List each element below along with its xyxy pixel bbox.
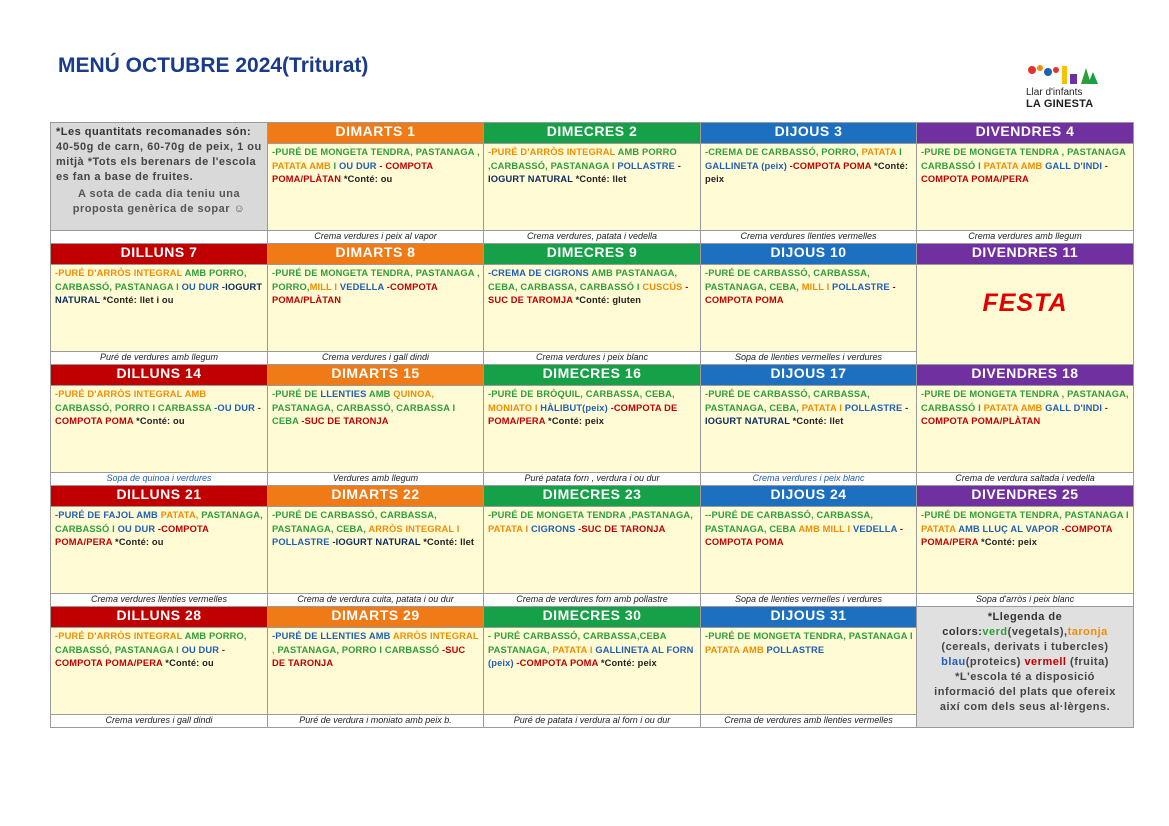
day-header-label: DIJOUS 10 <box>770 244 847 260</box>
menu-text-segment: -IOGURT NATURAL <box>488 160 681 185</box>
menu-text-segment: AMB LLUÇ AL VAPOR <box>955 523 1059 534</box>
day-menu-cell <box>701 144 917 231</box>
menu-text-segment: PATATA AMB <box>983 402 1043 413</box>
menu-text-segment: *Conté: peix <box>598 658 657 669</box>
day-header-label: DIJOUS 24 <box>770 486 847 502</box>
menu-text-segment: OU DUR <box>117 523 156 534</box>
menu-text <box>701 386 916 429</box>
day-header <box>701 244 917 265</box>
menu-text-segment: - PURÉ CARBASSÓ, CARBASSA,CEBA PASTANAGA, <box>488 631 667 655</box>
menu-text-segment: -PURE DE MONGETA TENDRA , PASTANAGA, CARBASSÓ I <box>921 389 1129 413</box>
menu-text-segment: AMB MILL I <box>798 523 851 534</box>
dinner-proposal-note: A sota de cada dia teniu una proposta genèrica de sopar ☺ <box>72 188 246 215</box>
menu-text-segment: -IOGURT NATURAL <box>55 281 263 306</box>
menu-text-segment: -SUC DE TARONJA <box>575 523 666 534</box>
menu-text-segment: CUSCÚS <box>642 281 683 292</box>
day-menu-cell <box>701 628 917 715</box>
menu-text-segment: MONIATO I <box>488 402 538 413</box>
day-header <box>51 607 268 628</box>
menu-text-segment: OU DUR <box>339 160 377 171</box>
dinner-suggestion: Crema verdures i gall dindi <box>51 715 268 728</box>
day-header <box>268 244 484 265</box>
day-header-label: DIVENDRES 25 <box>971 486 1079 502</box>
dinner-suggestion: Puré de patata i verdura al forn i ou dur <box>484 715 701 728</box>
menu-text-segment: PASTANAGA, CARBASSÓ I <box>55 510 263 534</box>
menu-text-segment: VEDELLA <box>337 281 384 292</box>
dinner-row <box>51 231 1134 244</box>
quantities-note-text: 40-50g de carn, 60-70g de peix, 1 ou mitjà *Tots els berenars de l'escola es fan a base de fruites. <box>56 141 262 183</box>
menu-text-segment: -PURÉ DE BRÒQUIL, CARBASSA, CEBA, <box>488 389 675 399</box>
dinner-suggestion: Verdures amb llegum <box>268 473 484 486</box>
menu-text-segment: VEDELLA <box>850 523 898 534</box>
dinner-suggestion: Sopa de quinoa i verdures <box>51 473 268 486</box>
menu-text-segment: - COMPOTA POMA/PLÀTAN <box>921 402 1109 427</box>
dinner-suggestion: Sopa de llenties vermelles i verdures <box>701 352 917 365</box>
day-menu-cell <box>701 265 917 352</box>
day-header-label: DIMARTS 22 <box>331 486 420 502</box>
logo <box>1026 62 1106 112</box>
day-header <box>701 486 917 507</box>
menu-text-segment: -COMPOTA POMA <box>786 160 872 171</box>
day-menu-cell <box>51 265 268 352</box>
day-header-label: DIVENDRES 4 <box>975 123 1075 139</box>
menu-text-segment: AMB <box>366 389 394 399</box>
dinner-suggestion: Puré patata forn , verdura i ou dur <box>484 473 701 486</box>
dinner-suggestion: Crema verdures llenties vermelles <box>51 594 268 607</box>
menu-text-segment: - SUC DE TAROMJA <box>488 281 689 306</box>
menu-text-segment: -PURÉ D'ARRÒS INTEGRAL AMB <box>55 389 207 399</box>
menu-text-segment: OU DUR <box>181 644 220 655</box>
menu-text-segment: -PURÉ D'ARRÒS INTEGRAL <box>55 268 183 278</box>
day-header-label: DIMARTS 8 <box>335 244 416 260</box>
day-menu-cell <box>268 265 484 352</box>
menu-text-segment: -PURE DE MONGETA TENDRA , PASTANAGA CARBASSÓ I <box>921 147 1126 171</box>
menu-text-segment: *Conté: peix <box>705 160 909 185</box>
day-header-label: DIMARTS 29 <box>331 607 420 623</box>
menu-text-segment: - COMPOTA POMA/PERA <box>55 644 226 669</box>
menu-text-segment: AMB PORRO, CARBASSÓ, PASTANAGA I <box>55 631 247 655</box>
legend-vermell-desc: (fruita) <box>1066 656 1109 668</box>
menu-text-segment: HÀLIBUT(peix) <box>537 402 608 413</box>
week-header-row <box>51 607 1134 628</box>
menu-text <box>484 628 700 671</box>
menu-text <box>484 144 700 187</box>
week-header-row <box>51 244 1134 265</box>
day-header-label: DIJOUS 17 <box>770 365 847 381</box>
day-header <box>51 123 268 231</box>
logo-icon <box>1026 62 1106 86</box>
dinner-suggestion: Sopa d'arròs i peix blanc <box>917 594 1134 607</box>
legend-blau: blau <box>941 656 966 668</box>
week-body-row <box>51 507 1134 594</box>
day-header <box>268 123 484 144</box>
menu-text-segment: -PURÉ DE MONGETA TENDRA ,PASTANAGA, <box>488 510 693 520</box>
dinner-suggestion: Crema verdures amb llegum <box>917 231 1134 244</box>
day-header <box>268 486 484 507</box>
menu-text-segment: PATATA AMB <box>983 160 1043 171</box>
week-header-row <box>51 123 1134 144</box>
menu-text-segment: POLLASTRE <box>763 644 825 655</box>
day-menu-cell <box>51 628 268 715</box>
menu-text-segment: CIGRONS <box>528 523 576 534</box>
menu-text-segment: POLLASTRE <box>617 160 675 171</box>
week-header-row <box>51 486 1134 507</box>
menu-text <box>484 265 700 308</box>
day-header <box>268 365 484 386</box>
menu-text <box>701 265 916 308</box>
menu-text-segment: *Conté: peix <box>978 537 1038 548</box>
menu-text-segment: -PURÉ D'ARRÒS INTEGRAL <box>55 631 183 641</box>
day-menu-cell <box>917 386 1134 473</box>
day-menu-cell <box>268 628 484 715</box>
day-menu-cell <box>701 386 917 473</box>
dinner-suggestion: Crema verdures i peix blanc <box>484 352 701 365</box>
legend-taronja: taronja <box>1067 626 1108 638</box>
menu-text-segment: -COMPOTA POMA <box>55 402 261 427</box>
week-header-row <box>51 365 1134 386</box>
menu-text-segment: -COMPOTA POMA <box>705 281 896 306</box>
day-header <box>917 365 1134 386</box>
day-menu-cell <box>268 144 484 231</box>
day-header-label: DILLUNS 7 <box>120 244 198 260</box>
menu-text-segment: -PURÉ D'ARRÒS INTEGRAL <box>488 147 616 157</box>
menu-text-segment: -PURÉ DE LLENTIES AMB <box>272 631 391 641</box>
menu-text-segment: LLENTIES <box>320 389 367 399</box>
dinner-suggestion: Crema de verdures forn amb pollastre <box>484 594 701 607</box>
menu-text-segment: *Conté: llet <box>789 416 844 427</box>
menu-text <box>268 386 483 429</box>
menu-text-segment: AMB PORRO, CARBASSÓ, PASTANAGA I <box>55 268 247 292</box>
dinner-suggestion: Crema de verdura saltada i vedella <box>917 473 1134 486</box>
menu-text-segment: PATATA AMB <box>272 160 331 171</box>
day-header <box>701 607 917 628</box>
dinner-suggestion: Crema verdures llenties vermelles <box>701 231 917 244</box>
day-header <box>484 123 701 144</box>
menu-text-segment: *Conté: llet <box>572 174 627 185</box>
menu-text-segment: --PURÉ DE CARBASSÓ, CARBASSA, PASTANAGA, CEBA <box>705 510 874 534</box>
menu-text-segment: POLLASTRE <box>272 537 330 548</box>
menu-text-segment: -COMPOTA POMA <box>705 523 904 548</box>
day-menu-cell <box>484 507 701 594</box>
day-header <box>917 244 1134 265</box>
day-menu-cell <box>701 507 917 594</box>
holiday-label: FESTA <box>982 289 1068 317</box>
menu-text-segment: *Conté: llet i ou <box>100 295 174 306</box>
menu-text-segment: GALLINETA AL FORN (peix) <box>488 644 694 669</box>
menu-text <box>51 386 267 429</box>
menu-text-segment: I <box>330 160 340 171</box>
day-header-label: DILLUNS 21 <box>116 486 202 502</box>
menu-text-segment: PASTANAGA, PORRO I CARBASSÓ <box>274 644 440 655</box>
day-header-label: DIMARTS 15 <box>331 365 420 381</box>
menu-text-segment: -SUC DE TARONJA <box>298 416 389 427</box>
menu-text-segment: PASTANAGA, CARBASSÓ, CARBASSA I CEBA <box>272 402 456 427</box>
menu-text-segment: MILL I <box>309 281 338 292</box>
dinner-suggestion: Puré de verdures amb llegum <box>51 352 268 365</box>
menu-text-segment: -PURÉ DE MONGETA TENDRA, PASTANAGA I <box>705 631 913 641</box>
menu-text <box>268 507 483 550</box>
dinner-suggestion: Crema de verdura cuita, patata i ou dur <box>268 594 484 607</box>
day-header <box>268 607 484 628</box>
menu-text-segment: PATATA I <box>801 402 843 413</box>
dinner-suggestion: Crema de verdures amb llenties vermelles <box>701 715 917 728</box>
week-body-row <box>51 386 1134 473</box>
menu-table <box>50 122 1134 728</box>
menu-text-segment: ARRÒS INTEGRAL , <box>272 631 479 655</box>
day-menu-cell <box>51 386 268 473</box>
day-header-label: DIMECRES 2 <box>546 123 638 139</box>
menu-text-segment: -IOGURT NATURAL <box>329 537 421 548</box>
day-menu-cell <box>917 144 1134 231</box>
menu-text-segment: *Conté: ou <box>162 658 214 669</box>
menu-text-segment: - COMPOTA POMA/PERA <box>921 160 1109 185</box>
menu-text-segment: POLLASTRE <box>842 402 903 413</box>
menu-text-segment: -COMPOTA POMA/PLÀTAN <box>272 281 438 306</box>
menu-text-segment: I <box>896 147 902 157</box>
day-menu-cell <box>917 507 1134 594</box>
menu-text-segment: PATATA I <box>488 523 529 534</box>
menu-text-segment: MILL I <box>801 281 830 292</box>
menu-text-segment: PATATA <box>861 147 897 157</box>
menu-text-segment: GALL D'INDI <box>1042 402 1103 413</box>
menu-text-segment: OU DUR <box>181 281 220 292</box>
day-menu-cell <box>268 507 484 594</box>
day-menu-cell <box>484 265 701 352</box>
menu-text-segment: *Conté: ou <box>341 174 393 185</box>
menu-text-segment: -PURÉ DE CARBASSÓ, CARBASSA, PASTANAGA, CEBA, <box>272 510 437 534</box>
menu-text-segment: POLLASTRE <box>829 281 890 292</box>
dinner-suggestion: Crema verdures i peix al vapor <box>268 231 484 244</box>
menu-text-segment: -OU DUR <box>211 402 256 413</box>
day-header <box>51 365 268 386</box>
menu-text-segment: *Conté: llet <box>420 537 475 548</box>
menu-text <box>51 628 267 671</box>
dinner-row <box>51 594 1134 607</box>
legend-title: *Llegenda de colors: <box>942 611 1063 638</box>
menu-text-segment: -SUC DE TARONJA <box>272 644 466 669</box>
menu-text-segment: -CREMA DE CARBASSÓ, PORRO, <box>705 147 862 157</box>
menu-text-segment: -PURÉ DE <box>272 389 321 399</box>
menu-text-segment: AMB PORRO ,CARBASSÓ, PASTANAGA I <box>488 147 677 171</box>
menu-text-segment: PATATA, <box>157 510 199 520</box>
dinner-suggestion: Crema verdures i peix blanc <box>701 473 917 486</box>
day-header-label: DIMECRES 23 <box>542 486 642 502</box>
menu-text-segment: *Conté: gluten <box>572 295 642 306</box>
day-header <box>51 486 268 507</box>
legend-taronja-desc: (cereals, derivats i tubercles) <box>941 641 1109 653</box>
day-header-label: DIMARTS 1 <box>335 123 416 139</box>
menu-text-segment: *Conté: ou <box>112 537 164 548</box>
menu-text-segment: -IOGURT NATURAL <box>705 402 909 427</box>
menu-text <box>51 265 267 308</box>
menu-text-segment: -PURÉ DE MONGETA TENDRA, PASTANAGA I <box>921 510 1129 520</box>
menu-text-segment: -PURÉ DE CARBASSÓ, CARBASSA, PASTANAGA, CEBA, <box>705 389 870 413</box>
day-header <box>484 486 701 507</box>
legend-blau-desc: (proteics) <box>965 656 1025 668</box>
legend-verd-desc: (vegetals), <box>1007 626 1068 638</box>
menu-text-segment: *Conté: ou <box>133 416 185 427</box>
menu-text-segment: -CREMA DE CIGRONS <box>488 268 589 278</box>
day-header-label: DIMECRES 16 <box>542 365 642 381</box>
menu-text-segment: GALLINETA (peix) <box>705 160 787 171</box>
menu-text-segment: -COMPOTA DE POMA/PERA <box>488 402 678 427</box>
menu-text <box>268 265 483 308</box>
menu-text <box>917 507 1133 550</box>
menu-text <box>51 507 267 550</box>
day-header-label: DIMECRES 9 <box>546 244 638 260</box>
legend-vermell: vermell <box>1024 656 1067 668</box>
day-header <box>917 486 1134 507</box>
menu-text-segment: PATATA I <box>552 644 593 655</box>
day-menu-cell <box>484 386 701 473</box>
menu-text-segment: PATATA AMB <box>705 644 764 655</box>
menu-text <box>268 628 483 671</box>
day-menu-cell <box>484 144 701 231</box>
logo-line1: Llar d'infants <box>1026 87 1083 98</box>
menu-text-segment: -PURÉ DE MONGETA TENDRA, PASTANAGA , PORRO, <box>272 268 480 292</box>
menu-text-segment: *Conté: peix <box>545 416 605 427</box>
dinner-row <box>51 473 1134 486</box>
menu-text <box>268 144 483 187</box>
day-header-label: DIVENDRES 11 <box>971 244 1079 260</box>
day-menu-cell <box>484 628 701 715</box>
dinner-suggestion <box>51 231 268 244</box>
menu-text-segment: -COMPOTA POMA <box>513 658 599 669</box>
menu-text-segment: -PURÉ DE CARBASSÓ, CARBASSA, PASTANAGA, CEBA, <box>705 268 870 292</box>
day-header-label: DIVENDRES 18 <box>971 365 1079 381</box>
day-header-label: DIJOUS 31 <box>770 607 847 623</box>
dinner-suggestion: Crema verdures i gall dindi <box>268 352 484 365</box>
menu-text <box>701 507 916 550</box>
dinner-suggestion: Puré de verdura i moniato amb peix b. <box>268 715 484 728</box>
dinner-suggestion: Sopa de llenties vermelles i verdures <box>701 594 917 607</box>
day-header-label: DIJOUS 3 <box>774 123 843 139</box>
menu-text-segment: -COMPOTA POMA/PERA <box>55 523 209 548</box>
menu-text <box>917 386 1133 429</box>
day-menu-cell <box>917 265 1134 365</box>
menu-text-segment: - COMPOTA POMA/PLÀTAN <box>272 160 433 185</box>
week-body-row <box>51 265 1134 352</box>
menu-text-segment: QUINOA, <box>393 389 435 399</box>
day-header <box>917 123 1134 144</box>
quantities-note <box>51 123 267 219</box>
menu-text-segment: GALL D'INDI <box>1042 160 1103 171</box>
quantities-note-title: *Les quantitats recomanades són: <box>56 126 252 138</box>
day-header <box>701 365 917 386</box>
day-header <box>484 244 701 265</box>
day-header <box>484 365 701 386</box>
day-header <box>701 123 917 144</box>
day-menu-cell <box>268 386 484 473</box>
color-legend <box>917 607 1133 718</box>
menu-text-segment: -PURÉ DE FAJOL AMB <box>55 510 158 520</box>
menu-text <box>917 144 1133 187</box>
menu-text-segment: AMB PASTANAGA, CEBA, CARBASSA, CARBASSÓ I <box>488 268 678 292</box>
menu-text-segment: ARRÒS INTEGRAL I <box>368 523 460 534</box>
menu-text-segment: PATATA <box>921 523 956 534</box>
day-header-label: DILLUNS 28 <box>116 607 202 623</box>
menu-text-segment: -PURÉ DE MONGETA TENDRA, PASTANAGA , <box>272 147 480 157</box>
day-header-label: DILLUNS 14 <box>116 365 202 381</box>
logo-line2: LA GINESTA <box>1026 98 1094 110</box>
menu-text-segment: CARBASSÓ, PORRO I CARBASSA <box>55 402 212 413</box>
legend-info: *L'escola té a disposició informació del plats que ofereix així com dels seus al·lèrgens. <box>934 671 1116 713</box>
day-header <box>917 607 1134 728</box>
day-header-label: DIMECRES 30 <box>542 607 642 623</box>
menu-text-segment: -COMPOTA POMA/PERA <box>921 523 1113 548</box>
page-title: MENÚ OCTUBRE 2024(Triturat) <box>58 54 369 77</box>
day-menu-cell <box>51 507 268 594</box>
day-header <box>484 607 701 628</box>
menu-text <box>484 386 700 429</box>
legend-verd: verd <box>982 626 1008 638</box>
menu-text <box>701 628 916 657</box>
menu-text <box>484 507 700 536</box>
menu-text <box>701 144 916 187</box>
dinner-suggestion: Crema verdures, patata i vedella <box>484 231 701 244</box>
day-header <box>51 244 268 265</box>
